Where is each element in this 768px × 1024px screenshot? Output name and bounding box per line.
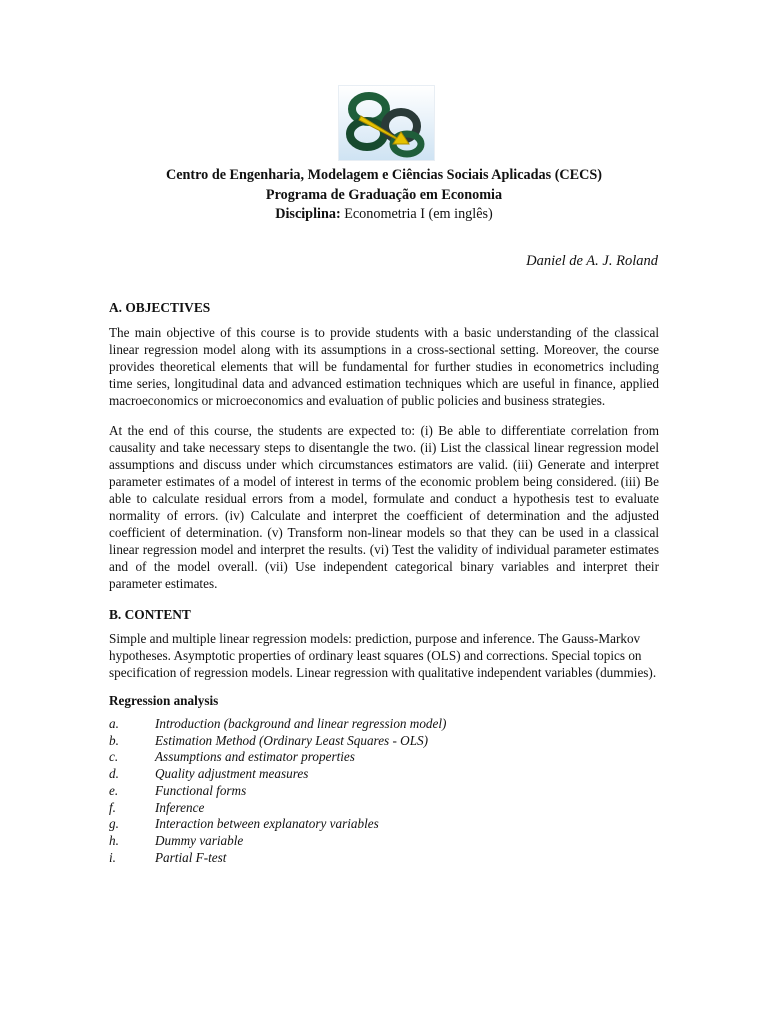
list-marker: a. <box>109 716 119 732</box>
list-marker: g. <box>109 816 119 832</box>
list-item-text: Inference <box>155 799 205 815</box>
discipline-line <box>0 205 768 225</box>
list-marker: d. <box>109 766 119 782</box>
document-header <box>0 166 768 225</box>
list-item <box>109 716 659 733</box>
objectives-heading: A. OBJECTIVES <box>109 300 211 315</box>
list-marker: i. <box>109 849 116 865</box>
discipline-label: Disciplina: <box>275 206 341 222</box>
content-paragraph: Simple and multiple linear regression models: prediction, purpose and inference. The Gauss-Markov hypotheses. Asymptotic properties of ordinary least squares (OLS) and corrections. Special topics on specification of regression models. Linear regression with qualitative independent variables (dummies). <box>109 631 657 681</box>
list-item-text: Introduction (background and linear regression model) <box>155 716 447 732</box>
list-item <box>109 733 659 750</box>
document-body <box>109 300 659 866</box>
list-item-text: Partial F-test <box>155 849 227 865</box>
institution-logo <box>338 85 435 161</box>
list-item <box>109 783 659 800</box>
list-item-text: Interaction between explanatory variables <box>155 816 379 832</box>
list-item <box>109 749 659 766</box>
list-item <box>109 800 659 817</box>
institution-name: Centro de Engenharia, Modelagem e Ciências Sociais Aplicadas (CECS) <box>165 167 602 183</box>
list-item-text: Functional forms <box>155 782 247 798</box>
logo-graphic <box>339 86 434 160</box>
topic-list <box>109 716 659 866</box>
list-marker: b. <box>109 732 119 748</box>
objectives-paragraph-2: At the end of this course, the students are expected to: (i) Be able to differentiate correlation from causality and take necessary steps to disentangle the two. (ii) List the classical linear regression model assumptions and discuss under which circumstances estimators are valid. (iii) Generate and interpret parameter estimates of a model of interest in terms of the economic problem being considered. (iii) Be able to calculate residual errors from a model, formulate and conduct a hypothesis test to evaluate normality of errors. (iv) Calculate and interpret the coefficient of determination and the adjusted coefficient of determination. (v) Transform non-linear models so that they can be used in a classical linear regression model and interpret the results. (vi) Test the validity of individual parameter estimates and of the model overall. (vii) Use independent categorical binary variables and interpret their parameter estimates. <box>109 423 659 591</box>
list-item-text: Dummy variable <box>155 832 244 848</box>
list-marker: c. <box>109 749 119 765</box>
list-item-text: Assumptions and estimator properties <box>155 749 355 765</box>
list-item <box>109 850 659 867</box>
list-marker: f. <box>109 799 116 815</box>
content-heading: B. CONTENT <box>109 606 191 622</box>
list-item-text: Quality adjustment measures <box>155 766 309 782</box>
list-item <box>109 816 659 833</box>
objectives-paragraph-1: The main objective of this course is to provide students with a basic understanding of the classical linear regression model along with its assumptions in a cross-sectional setting. Moreover, the course provides theoretical elements that will be fundamental for further studies in econometrics including time series, longitudinal data and advanced estimation techniques which are useful in finance, applied macroeconomics or microeconomics and evaluation of public policies and business strategies. <box>109 324 659 408</box>
regression-analysis-heading: Regression analysis <box>109 693 219 709</box>
list-item-text: Estimation Method (Ordinary Least Squares - OLS) <box>155 732 429 748</box>
list-marker: e. <box>109 782 119 798</box>
list-item <box>109 766 659 783</box>
list-item <box>109 833 659 850</box>
discipline-value: Econometria I (em inglês) <box>340 206 493 222</box>
author-name: Daniel de A. J. Roland <box>526 253 658 269</box>
list-marker: h. <box>109 832 119 848</box>
program-name: Programa de Graduação em Economia <box>265 186 503 203</box>
